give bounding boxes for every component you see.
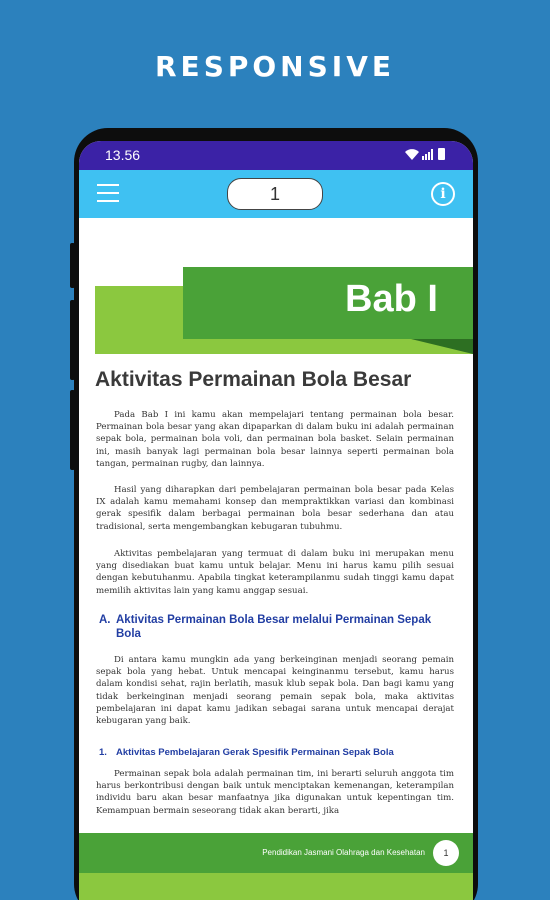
menu-icon[interactable] <box>97 184 119 204</box>
subsection-number: 1. <box>99 747 107 758</box>
chapter-title: Aktivitas Permainan Bola Besar <box>95 368 412 391</box>
paragraph: Permainan sepak bola adalah permainan tim, ini berarti seluruh anggota tim harus berkontribusi dengan baik untuk menciptakan kemenangan, keterampilan individu baru akan besar manfaatnya jika digunakan untuk kepentingan tim. Kemampuan bermain seseorang tidak akan berarti, jika <box>96 769 454 816</box>
status-time: 13.56 <box>105 147 141 163</box>
page-footer <box>79 833 473 873</box>
subsection-heading <box>99 747 459 758</box>
page-number-input[interactable]: 1 <box>227 178 323 210</box>
subsection-title: Aktivitas Pembelajaran Gerak Spesifik Permainan Sepak Bola <box>116 747 394 758</box>
footer-book-title: Pendidikan Jasmani Olahraga dan Kesehatan <box>262 848 425 857</box>
battery-icon <box>438 148 445 160</box>
status-bar <box>79 141 473 170</box>
footer-page-number: 1 <box>433 840 459 866</box>
status-icons <box>405 148 445 160</box>
book-page[interactable] <box>79 218 473 900</box>
paragraph: Pada Bab I ini kamu akan mempelajari tentang permainan bola besar. Permainan bola besar yang akan dipaparkan di dalam buku ini adalah permainan sepak bola, permainan bola voli, dan permainan bola basket. Selain permainan ini, masih banyak lagi permainan bola besar lainnya seperti permainan bola tangan, permainan rugby, dan lainnya. <box>96 410 454 469</box>
paragraph: Di antara kamu mungkin ada yang berkeinginan menjadi seorang pemain sepak bola yang hebat. Untuk mencapai keinginanmu tersebut, kamu harus dalam kondisi sehat, rajin berlatih, masuk klub sepak bola. Dan bagi kamu yang tidak berkeinginan menjadi seorang pemain sepak bola, maka aktivitas pembelajaran ini dapat kamu jadikan sebagai sarana untuk mencapai derajat kebugaran yang baik. <box>96 655 454 727</box>
paragraph: Aktivitas pembelajaran yang termuat di dalam buku ini merupakan menu yang disediakan buat kamu untuk belajar. Menu ini harus kamu pilih sesuai dengan kebutuhanmu. Apabila tingkat keterampilanmu sudah tinggi kamu dapat memilih aktivitas lain yang kamu anggap sesuai. <box>96 549 454 596</box>
signal-icon <box>422 149 433 160</box>
wifi-icon <box>405 149 419 160</box>
chapter-label: Bab I <box>345 278 438 320</box>
promo-headline: RESPONSIVE <box>155 50 395 83</box>
section-title: Aktivitas Permainan Bola Besar melalui Permainan Sepak Bola <box>116 614 432 640</box>
reader-toolbar <box>79 170 473 218</box>
section-a-heading <box>99 613 459 641</box>
phone-screen <box>79 141 473 900</box>
info-icon[interactable]: i <box>431 182 455 206</box>
section-number: A. <box>99 614 111 626</box>
paragraph: Hasil yang diharapkan dari pembelajaran permainan bola besar pada Kelas IX adalah kamu memahami konsep dan mempraktikkan variasi dan kombinasi gerak spesifik dalam berbagai permainan bola besar sederhana dan atau tradisional, serta mengembangkan kebugaran tubuhmu. <box>96 485 454 532</box>
chapter-banner-fold <box>411 339 473 354</box>
next-page-edge <box>79 873 473 900</box>
